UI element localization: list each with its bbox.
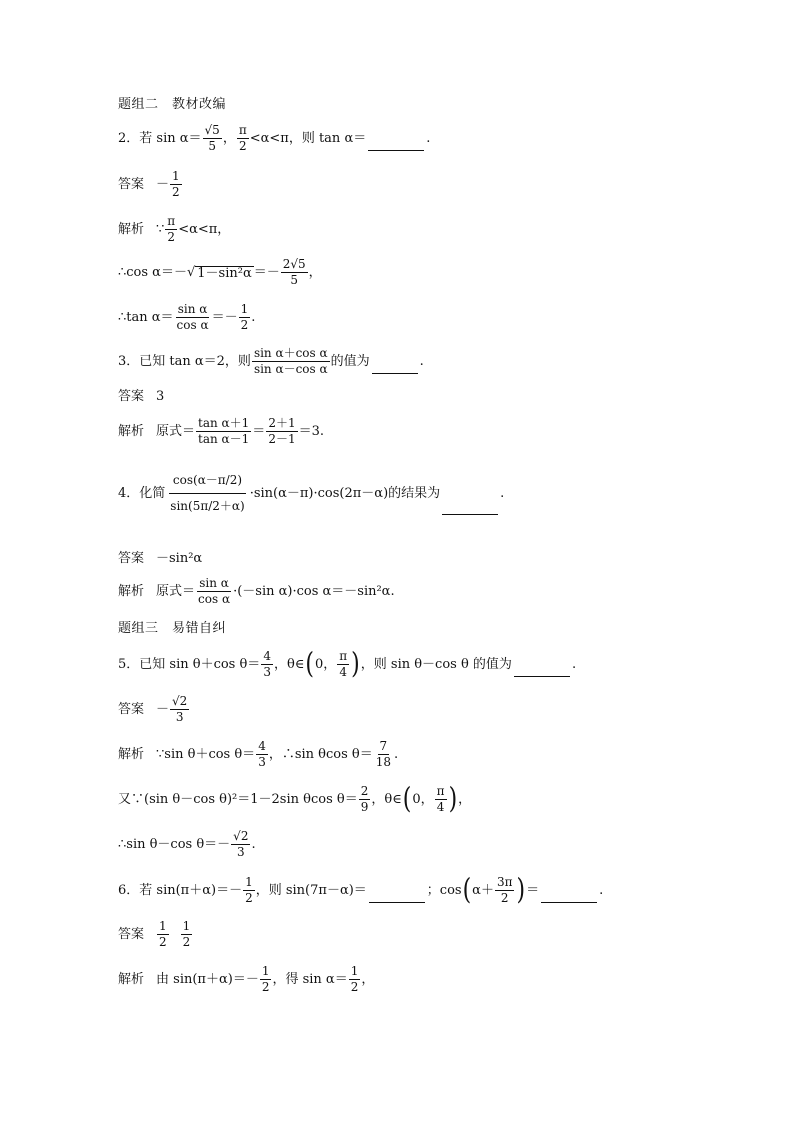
problem-2: 2．若 sin α＝ $\frac{√5}{5}$ ， $\frac{\pi}{2}$ <α<π，则 tan α＝ . — [118, 123, 431, 154]
p2-text: 2．若 sin α＝ — [118, 131, 202, 147]
analysis-3: 解析 原式＝ $\frac{\text{tan α＋1}}{\text{tan α－1}}$ ＝ $\frac{2+1}{2-1}$ ＝3. — [118, 416, 324, 447]
analysis-2-line-3: ∴tan α＝ $\frac{\text{sin α}}{\text{cos α}}$ ＝－ $\frac{1}{2}$ . — [118, 302, 256, 333]
p2-frac-2: $\frac{\pi}{2}$ — [238, 123, 247, 154]
problem-4: 4．化简 $\frac{\cos(\alpha-\pi/2)}{\sin(5\pi/2+\alpha)}$ ·sin(α－π)·cos(2π－α)的结果为 . — [118, 470, 504, 517]
answer-5: 答案 － $\frac{√2}{3}$ — [118, 694, 188, 725]
answer-blank[interactable] — [514, 675, 570, 677]
analysis-5-line-2: 又∵(sin θ－cos θ)²＝1－2sin θcos θ＝ $\frac{2}{9}$ ，θ∈ ( 0， $\frac{\pi}{4}$ ) ， — [118, 782, 472, 816]
answer-6: 答案 $\frac{1}{2}$ $\frac{1}{2}$ — [118, 919, 191, 950]
answer-blank[interactable] — [442, 513, 498, 515]
answer-blank[interactable] — [368, 149, 424, 151]
problem-6: 6．若 sin(π＋α)＝－ $\frac{1}{2}$ ，则 sin(7π－α)＝ ；cos ( α＋ $\frac{3\pi}{2}$ ) ＝ . — [118, 873, 604, 907]
p2-frac-1: $\frac{√5}{5}$ — [204, 123, 220, 154]
analysis-2-line-2: ∴cos α＝－ √ 1－sin²α ＝－ $\frac{2√5}{5}$ ， — [118, 257, 322, 288]
analysis-5: 解析 ∵sin θ＋cos θ＝ $\frac{4}{3}$ ，∴sin θcos θ＝ $\frac{7}{18}$ . — [118, 739, 399, 770]
section-title-2: 题组二 教材改编 — [118, 97, 227, 112]
answer-4: 答案 －sin²α — [118, 551, 203, 566]
problem-3: 3．已知 tan α＝2，则 $\frac{\text{sin α＋cos α}}{\text{sin α－cos α}}$ 的值为 . — [118, 346, 424, 377]
problem-5: 5．已知 sin θ＋cos θ＝ $\frac{4}{3}$ ，θ∈ ( 0， $\frac{\pi}{4}$ ) ，则 sin θ－cos θ 的值为 . — [118, 647, 577, 681]
answer-3: 答案 3 — [118, 389, 165, 404]
analysis-4: 解析 原式＝ $\frac{\text{sin α}}{\text{cos α}}$ ·(－sin α)·cos α＝－sin²α. — [118, 576, 395, 607]
answer-blank[interactable] — [372, 372, 418, 374]
analysis-6: 解析 由 sin(π＋α)＝－ $\frac{1}{2}$ ，得 sin α＝ $\frac{1}{2}$ ， — [118, 964, 375, 995]
section-title-3: 题组三 易错自纠 — [118, 621, 227, 636]
analysis-5-line-3: ∴sin θ－cos θ＝－ $\frac{√2}{3}$ . — [118, 829, 256, 860]
answer-blank[interactable] — [541, 901, 597, 903]
analysis-2: 解析 ∵ $\frac{\pi}{2}$ <α<π， — [118, 214, 231, 245]
answer-2: 答案 － $\frac{1}{2}$ — [118, 169, 180, 200]
answer-blank[interactable] — [369, 901, 425, 903]
